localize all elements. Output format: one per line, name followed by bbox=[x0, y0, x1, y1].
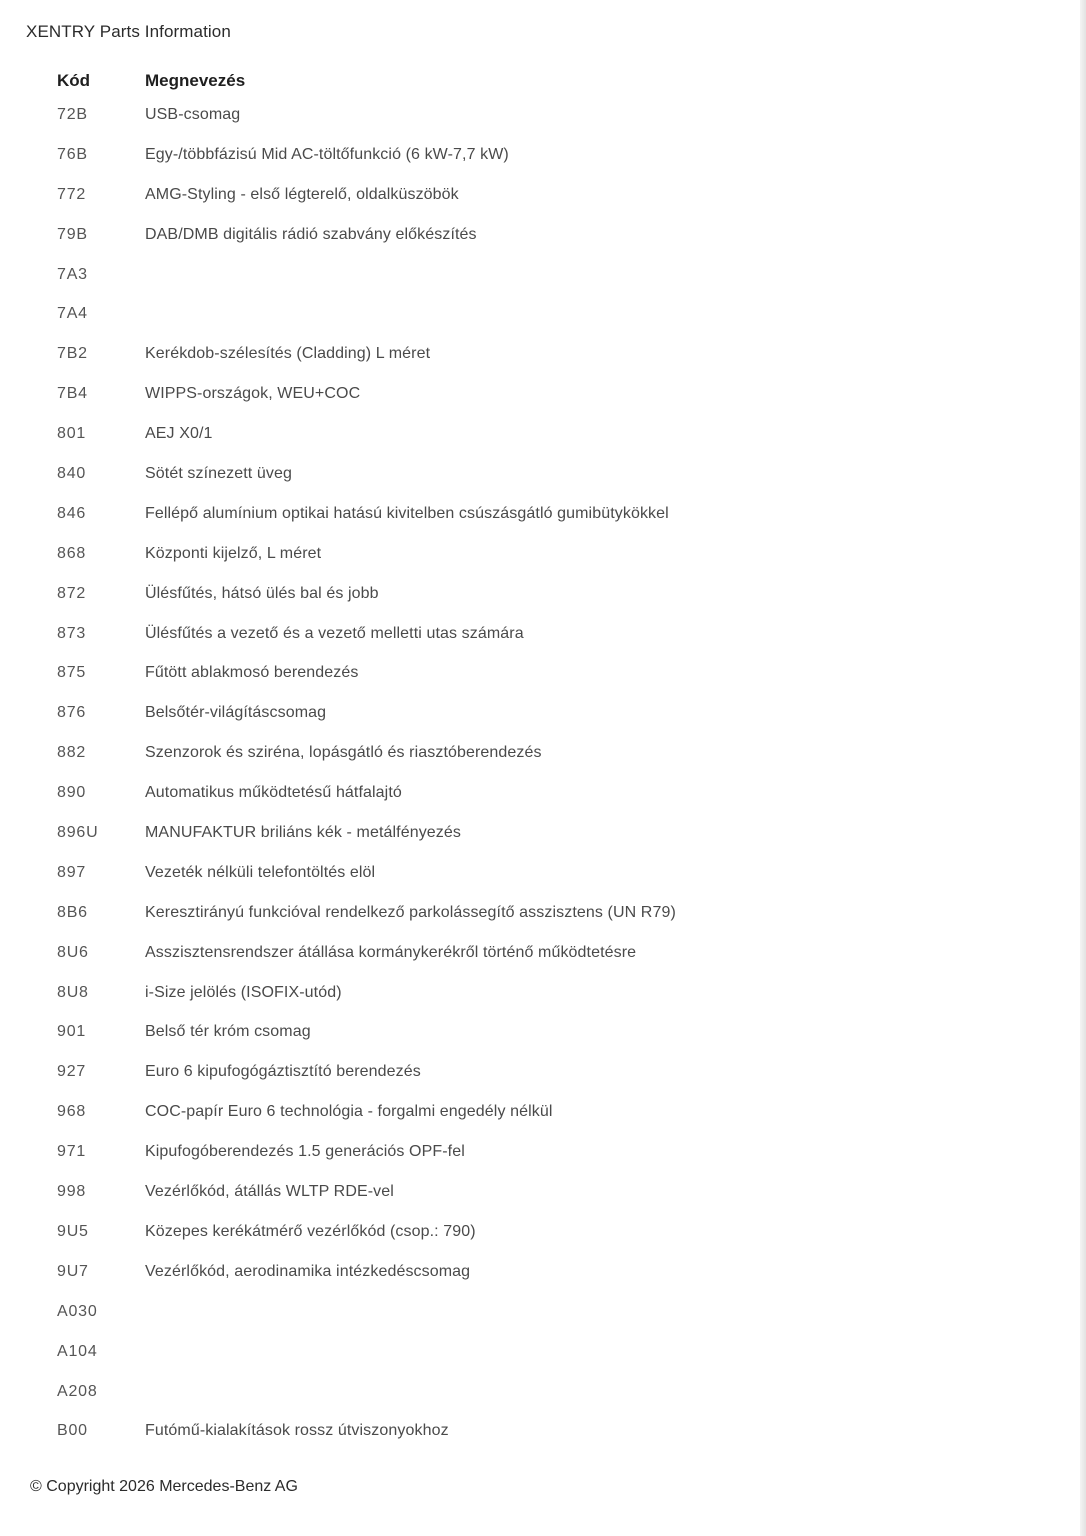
table-row bbox=[57, 984, 817, 1024]
option-name: Kipufogóberendezés 1.5 generációs OPF-fel bbox=[145, 1143, 465, 1161]
table-row bbox=[57, 784, 817, 824]
option-name: Keresztirányú funkcióval rendelkező parkolássegítő asszisztens (UN R79) bbox=[145, 903, 676, 921]
table-row bbox=[57, 345, 817, 385]
option-name: Központi kijelző, L méret bbox=[145, 544, 322, 562]
table-row bbox=[57, 904, 817, 944]
table-row bbox=[57, 1383, 817, 1423]
option-code: 846 bbox=[57, 504, 87, 522]
option-code: 8U8 bbox=[57, 983, 89, 1001]
option-name: i-Size jelölés (ISOFIX-utód) bbox=[145, 983, 342, 1001]
table-row bbox=[57, 305, 817, 345]
table-row bbox=[57, 664, 817, 704]
option-name: Ülésfűtés, hátsó ülés bal és jobb bbox=[145, 584, 379, 602]
option-code: A104 bbox=[57, 1342, 98, 1360]
option-name: DAB/DMB digitális rádió szabvány előkészítés bbox=[145, 225, 477, 243]
option-code: 890 bbox=[57, 784, 87, 802]
option-code: 7B4 bbox=[57, 385, 88, 403]
copyright-footer: © Copyright 2026 Mercedes-Benz AG bbox=[30, 1478, 298, 1495]
option-code: 76B bbox=[57, 145, 88, 163]
table-row bbox=[57, 625, 817, 665]
option-code: 8B6 bbox=[57, 903, 88, 921]
option-code: 901 bbox=[57, 1023, 87, 1041]
table-row bbox=[57, 864, 817, 904]
option-code: 72B bbox=[57, 106, 88, 123]
option-code: 872 bbox=[57, 584, 87, 602]
table-row bbox=[57, 824, 817, 864]
table-row bbox=[57, 226, 817, 266]
parts-table bbox=[57, 66, 817, 1462]
table-body bbox=[57, 106, 817, 1462]
table-row bbox=[57, 545, 817, 585]
option-name: Szenzorok és sziréna, lopásgátló és riasztóberendezés bbox=[145, 744, 542, 762]
option-code: 7A3 bbox=[57, 265, 88, 283]
option-code: 8U6 bbox=[57, 943, 89, 961]
scan-edge-shadow bbox=[1080, 0, 1086, 1536]
table-row bbox=[57, 186, 817, 226]
option-code: 9U5 bbox=[57, 1222, 89, 1240]
option-code: 968 bbox=[57, 1103, 87, 1121]
option-name: WIPPS-országok, WEU+COC bbox=[145, 385, 361, 403]
option-code: 971 bbox=[57, 1143, 87, 1161]
option-name: Euro 6 kipufogógáztisztító berendezés bbox=[145, 1063, 421, 1081]
option-name: Vezeték nélküli telefontöltés elöl bbox=[145, 863, 376, 881]
table-row bbox=[57, 744, 817, 784]
table-row bbox=[57, 1063, 817, 1103]
table-row bbox=[57, 266, 817, 306]
option-code: 882 bbox=[57, 744, 87, 762]
option-name: Vezérlőkód, aerodinamika intézkedéscsomag bbox=[145, 1262, 471, 1280]
column-header-code: Kód bbox=[57, 71, 91, 90]
option-code: 79B bbox=[57, 225, 88, 243]
option-code: 7B2 bbox=[57, 345, 88, 363]
table-row bbox=[57, 704, 817, 744]
table-row bbox=[57, 1183, 817, 1223]
option-name: Vezérlőkód, átállás WLTP RDE-vel bbox=[145, 1183, 394, 1201]
table-row bbox=[57, 1422, 817, 1462]
option-code: 801 bbox=[57, 425, 87, 443]
option-name: Automatikus működtetésű hátfalajtó bbox=[145, 784, 402, 802]
table-row bbox=[57, 1103, 817, 1143]
table-row bbox=[57, 1343, 817, 1383]
option-name: Futómű-kialakítások rossz útviszonyokhoz bbox=[145, 1422, 449, 1440]
option-code: 7A4 bbox=[57, 305, 88, 323]
option-name: Fellépő alumínium optikai hatású kivitelben csúszásgátló gumibütykökkel bbox=[145, 504, 669, 522]
option-code: 998 bbox=[57, 1183, 87, 1201]
option-name: Belsőtér-világításcsomag bbox=[145, 704, 327, 722]
option-name: AMG-Styling - első légterelő, oldalküszöbök bbox=[145, 185, 459, 203]
table-row bbox=[57, 425, 817, 465]
option-name: Asszisztensrendszer átállása kormánykerékről történő működtetésre bbox=[145, 943, 637, 961]
table-row bbox=[57, 944, 817, 984]
option-name: Egy-/többfázisú Mid AC-töltőfunkció (6 kW-7,7 kW) bbox=[145, 145, 509, 163]
option-name: USB-csomag bbox=[145, 106, 241, 123]
option-name: Belső tér króm csomag bbox=[145, 1023, 311, 1041]
option-name: Ülésfűtés a vezető és a vezető melletti utas számára bbox=[145, 624, 524, 642]
option-code: 876 bbox=[57, 704, 87, 722]
option-code: A030 bbox=[57, 1302, 98, 1320]
option-code: 772 bbox=[57, 185, 87, 203]
option-code: 927 bbox=[57, 1063, 87, 1081]
option-code: 868 bbox=[57, 544, 87, 562]
option-code: B00 bbox=[57, 1422, 88, 1440]
option-code: 840 bbox=[57, 465, 87, 483]
table-row bbox=[57, 585, 817, 625]
option-name: Sötét színezett üveg bbox=[145, 465, 292, 483]
table-row bbox=[57, 1143, 817, 1183]
table-row bbox=[57, 106, 817, 146]
option-name: Fűtött ablakmosó berendezés bbox=[145, 664, 359, 682]
option-code: 9U7 bbox=[57, 1262, 89, 1280]
option-name: AEJ X0/1 bbox=[145, 425, 213, 443]
table-row bbox=[57, 465, 817, 505]
option-code: 896U bbox=[57, 824, 99, 842]
table-row bbox=[57, 1223, 817, 1263]
option-code: A208 bbox=[57, 1382, 98, 1400]
option-name: Közepes kerékátmérő vezérlőkód (csop.: 790) bbox=[145, 1222, 476, 1240]
option-name: Kerékdob-szélesítés (Cladding) L méret bbox=[145, 345, 431, 363]
option-code: 873 bbox=[57, 624, 87, 642]
table-row bbox=[57, 146, 817, 186]
table-row bbox=[57, 1263, 817, 1303]
table-row bbox=[57, 505, 817, 545]
option-code: 897 bbox=[57, 863, 87, 881]
table-header bbox=[57, 66, 817, 96]
page-title: XENTRY Parts Information bbox=[26, 22, 231, 41]
option-code: 875 bbox=[57, 664, 87, 682]
table-row bbox=[57, 385, 817, 425]
column-header-name: Megnevezés bbox=[145, 71, 246, 90]
option-name: COC-papír Euro 6 technológia - forgalmi engedély nélkül bbox=[145, 1103, 553, 1121]
table-row bbox=[57, 1023, 817, 1063]
option-name: MANUFAKTUR briliáns kék - metálfényezés bbox=[145, 824, 461, 842]
table-row bbox=[57, 1303, 817, 1343]
